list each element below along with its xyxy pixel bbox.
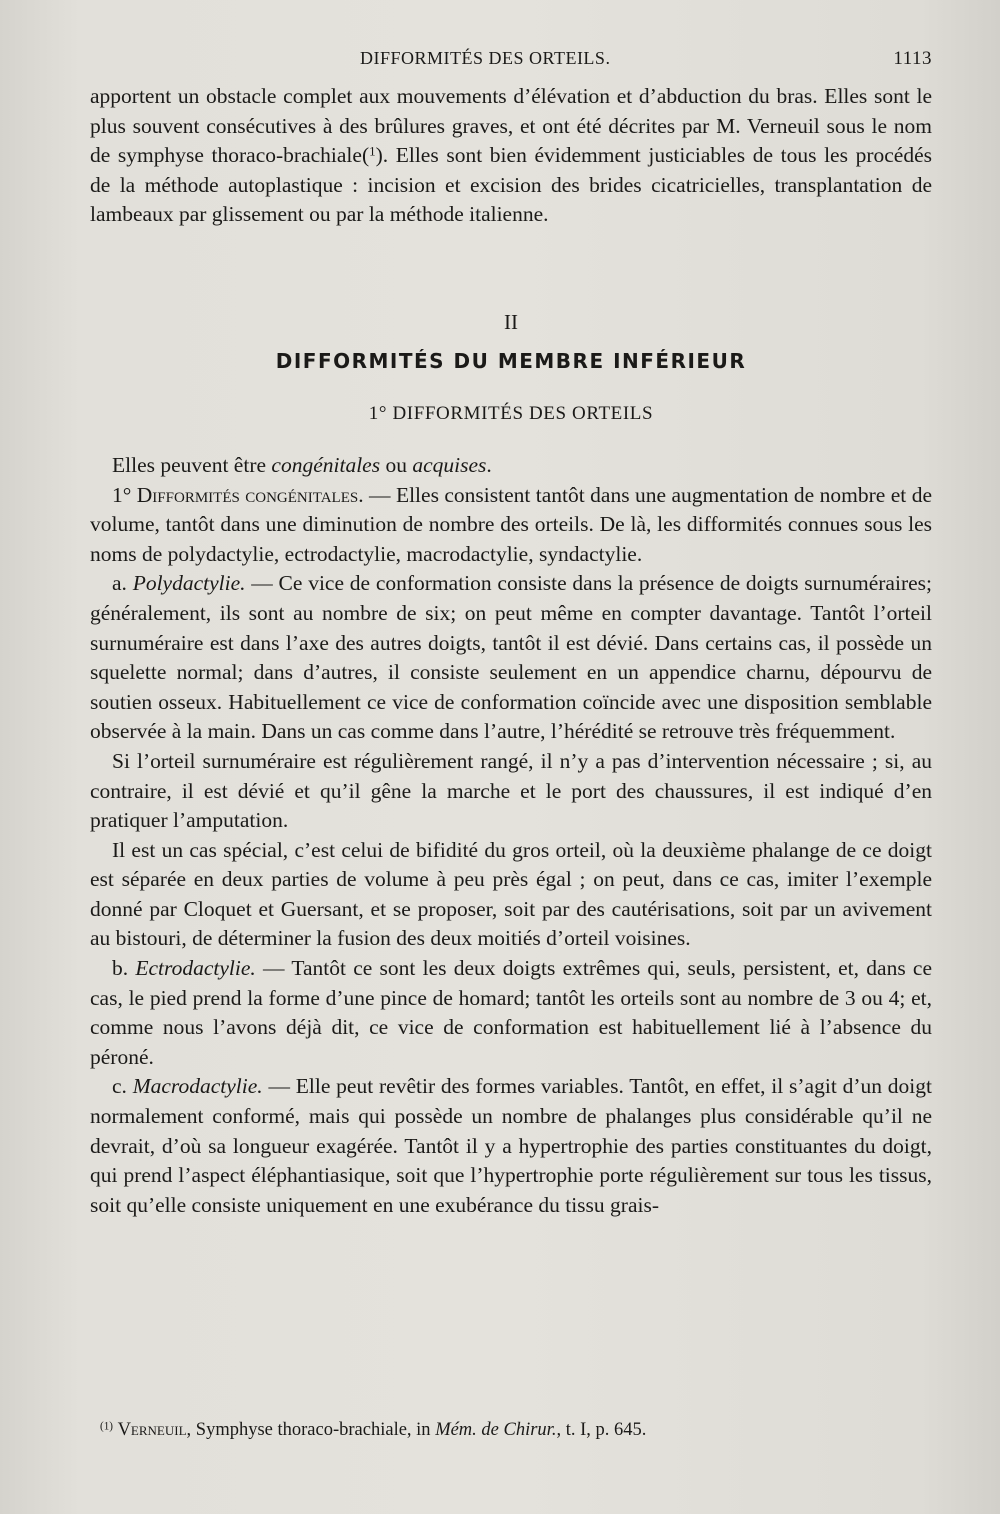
footnote-author: Verneuil <box>117 1420 187 1440</box>
section-number: II <box>504 309 518 334</box>
footnote-marker: (1) <box>100 1420 113 1433</box>
paragraph-heading: Difformités congénitales. <box>136 482 364 507</box>
page-body <box>90 82 932 1220</box>
paragraph-congenital <box>90 481 932 570</box>
paragraph-supernumerary: Si l’orteil surnuméraire est régulièrement rangé, il n’y a pas d’intervention nécessaire ; si, au contraire, il est dévié et qu’il gêne la marche et le port des chaussures, il est indiqué d’en pratiquer l’amputation. <box>90 748 932 833</box>
italic-term: acquises <box>412 452 487 477</box>
paragraph-bifidity: Il est un cas spécial, c’est celui de bifidité du gros orteil, où la deuxième phalange de ce doigt est séparée en deux parties de volume à peu près égal ; on peut, dans ce cas, imiter l’exemple donné par Cloquet et Guersant, et se proposer, soit par des cautérisations, soit par un avivement au bistouri, de déterminer la fusion des deux moitiés d’orteil voisines. <box>90 837 932 951</box>
paragraph-polydactyly <box>90 569 932 747</box>
paragraph-text: — Ce vice de conformation consiste dans la présence de doigts surnuméraires; généralement, ils sont au nombre de six; on peut même en compter davantage. Tantôt l’orteil surnuméraire est dans l’axe des autres doigts, tantôt il est dévié. Dans certains cas, il possède un squelette normal; dans d’autres, il consiste seulement en un appendice charnu, dépourvu de soutien osseux. Habituellement ce vice de conformation coïncide avec une disposition semblable observée à la main. Dans un cas comme dans l’autre, l’hérédité se retrouve très fréquemment. <box>90 571 932 744</box>
paragraph-lead: b. <box>112 956 136 981</box>
paragraph-lead: a. <box>112 571 133 596</box>
running-header <box>90 48 932 74</box>
paragraph-text: — Elles consistent tantôt dans une augmentation de nombre et de volume, tantôt dans une diminution de nombre des orteils. De là, les difformités connues sous les noms de polydactylie, ectrodactylie, macrodactylie, syndactylie. <box>90 482 932 566</box>
paragraph-text: — Elle peut revêtir des formes variables. Tantôt, en effet, il s’agit d’un doigt normalement conformé, mais qui possède un nombre de phalanges plus considérable qu’il ne devrait, d’où sa longueur exagérée. Tantôt il y a hypertrophie des parties constituantes du doigt, qui prend l’aspect éléphantiasique, soit que l’hypertrophie porte régulièrement sur tous les tissus, soit qu’elle consiste uniquement en une exubérance du tissu grais- <box>90 1074 932 1217</box>
intro-paragraph <box>90 82 932 230</box>
note-reference[interactable]: 1 <box>369 144 376 159</box>
paragraph-heading: Ectrodactylie. <box>135 956 256 981</box>
paragraph-heading: Macrodactylie. <box>132 1074 263 1099</box>
intro-text-before: apportent un obstacle complet aux mouvements d’élévation et d’abduction du bras. Elles sont le plus souvent consécutives à des brûlures graves, et ont été décrites par M. Verneuil sous le nom de symphyse thoraco-brachiale( <box>90 84 932 168</box>
text-run: Elles peuvent être <box>112 452 272 477</box>
paragraph-ectrodactyly <box>90 954 932 1072</box>
footnote-text: , Symphyse thoraco-brachiale, in <box>186 1420 436 1440</box>
paragraph-heading: Polydactylie. <box>132 571 246 596</box>
footnote <box>100 1418 930 1442</box>
page-number: 1113 <box>893 48 932 69</box>
text-run: ou <box>380 452 413 477</box>
paragraph-text: — Tantôt ce sont les deux doigts extrêmes qui, seuls, persistent, et, dans ce cas, le pied prend la forme d’une pince de homard; tantôt les orteils sont au nombre de 3 ou 4; et, comme nous l’avons déjà dit, ce vice de conformation est habituellement lié à l’absence du péroné. <box>90 956 933 1069</box>
footnote-text-end: , t. I, p. 645. <box>556 1420 647 1440</box>
paragraph-lead: 1° <box>112 482 137 507</box>
paragraph-macrodactyly <box>90 1072 932 1220</box>
footnote-journal: Mém. de Chirur. <box>435 1420 557 1440</box>
paragraph-lead: c. <box>112 1074 133 1099</box>
running-title: DIFFORMITÉS DES ORTEILS. <box>360 48 611 68</box>
italic-term: congénitales <box>271 452 381 477</box>
subsection-title: 1° DIFFORMITÉS DES ORTEILS <box>368 402 654 424</box>
paragraph-acquired <box>90 451 932 481</box>
intro-text-after: ). Elles sont bien évidemment justiciables de tous les procédés de la méthode autoplastique : incision et excision des brides cicatricielles, transplantation de lambeaux par glissement ou par la méthode italienne. <box>90 143 932 227</box>
section-title: DIFFORMITÉS DU MEMBRE INFÉRIEUR <box>275 348 747 373</box>
text-run: . <box>486 452 492 477</box>
